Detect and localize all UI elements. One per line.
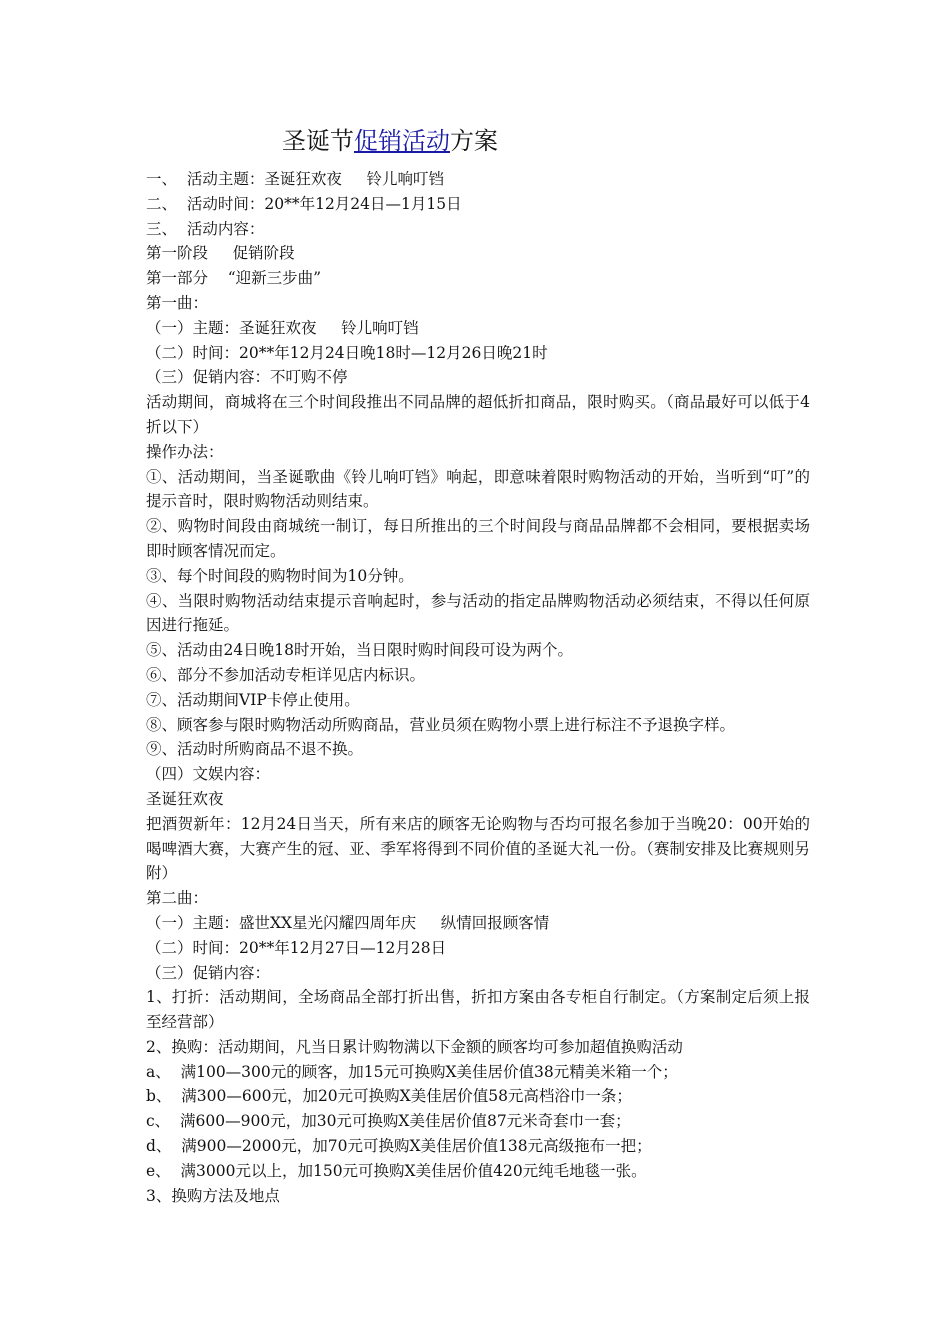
paragraph: 第一阶段 促销阶段 <box>146 244 295 263</box>
paragraph: （四）文娱内容： <box>146 765 271 784</box>
paragraph: 3、换购方法及地点 <box>146 1186 280 1205</box>
title-part1: 圣诞节 <box>282 127 354 155</box>
paragraph: （一）主题：盛世XX星光闪耀四周年庆 纵情回报顾客情 <box>146 913 550 932</box>
paragraph: （二）时间：20**年12月27日—12月28日 <box>146 938 447 957</box>
paragraph: ①、活动期间，当圣诞歌曲《铃儿响叮铛》响起，即意味着限时购物活动的开始，当听到“叮”的提示音时，限时购物活动则结束。 <box>146 467 810 511</box>
paragraph: 第一部分 “迎新三步曲” <box>146 269 322 288</box>
paragraph: 一、 活动主题：圣诞狂欢夜 铃儿响叮铛 <box>146 170 444 188</box>
paragraph: a、 满100—300元的顾客，加15元可换购X美佳居价值38元精美米箱一个； <box>146 1062 678 1081</box>
document-body <box>146 167 810 1208</box>
paragraph: 1、打折：活动期间，全场商品全部打折出售，折扣方案由各专柜自行制定。（方案制定后须上报至经营部） <box>146 988 810 1032</box>
paragraph: ⑦、活动期间VIP卡停止使用。 <box>146 690 360 709</box>
paragraph: （三）促销内容： <box>146 963 271 982</box>
title-part2: 方案 <box>450 127 498 155</box>
paragraph: ③、每个时间段的购物时间为10分钟。 <box>146 566 414 585</box>
paragraph: （二）时间：20**年12月24日晚18时—12月26日晚21时 <box>146 343 548 362</box>
paragraph: 第一曲： <box>146 293 209 312</box>
paragraph: 2、换购：活动期间，凡当日累计购物满以下金额的顾客均可参加超值换购活动 <box>146 1037 683 1056</box>
document-title <box>0 125 780 157</box>
paragraph: c、 满600—900元，加30元可换购X美佳居价值87元米奇套巾一套； <box>146 1112 631 1131</box>
paragraph: ④、当限时购物活动结束提示音响起时，参与活动的指定品牌购物活动必须结束，不得以任何原因进行拖延。 <box>146 591 810 635</box>
paragraph: e、 满3000元以上，加150元可换购X美佳居价值420元纯毛地毯一张。 <box>146 1161 647 1180</box>
paragraph: 把酒贺新年：12月24日当天，所有来店的顾客无论购物与否均可报名参加于当晚20：00开始的喝啤酒大赛，大赛产生的冠、亚、季军将得到不同价值的圣诞大礼一份。（赛制安排及比赛规则另附） <box>146 814 810 883</box>
paragraph: 第二曲： <box>146 889 209 908</box>
paragraph: ②、购物时间段由商城统一制订，每日所推出的三个时间段与商品品牌都不会相同，要根据卖场即时顾客情况而定。 <box>146 517 810 560</box>
paragraph: 圣诞狂欢夜 <box>146 789 224 808</box>
paragraph: （一）主题：圣诞狂欢夜 铃儿响叮铛 <box>146 318 419 337</box>
paragraph: ⑥、部分不参加活动专柜详见店内标识。 <box>146 665 426 684</box>
paragraph: 活动期间，商城将在三个时间段推出不同品牌的超低折扣商品，限时购买。（商品最好可以低于4折以下） <box>146 393 810 436</box>
paragraph: （三）促销内容：不叮购不停 <box>146 368 348 387</box>
paragraph: 三、 活动内容： <box>146 219 265 238</box>
paragraph: b、 满300—600元，加20元可换购X美佳居价值58元高档浴巾一条； <box>146 1087 632 1106</box>
paragraph: ⑤、活动由24日晚18时开始，当日限时购时间段可设为两个。 <box>146 641 573 660</box>
paragraph: ⑧、顾客参与限时购物活动所购商品，营业员须在购物小票上进行标注不予退换字样。 <box>146 715 736 734</box>
paragraph: 操作办法： <box>146 442 224 461</box>
paragraph: 二、 活动时间：20**年12月24日—1月15日 <box>146 194 462 213</box>
title-link[interactable]: 促销活动 <box>354 127 450 155</box>
paragraph: d、 满900—2000元，加70元可换购X美佳居价值138元高级拖布一把； <box>146 1137 652 1156</box>
paragraph: ⑨、活动时所购商品不退不换。 <box>146 740 364 759</box>
